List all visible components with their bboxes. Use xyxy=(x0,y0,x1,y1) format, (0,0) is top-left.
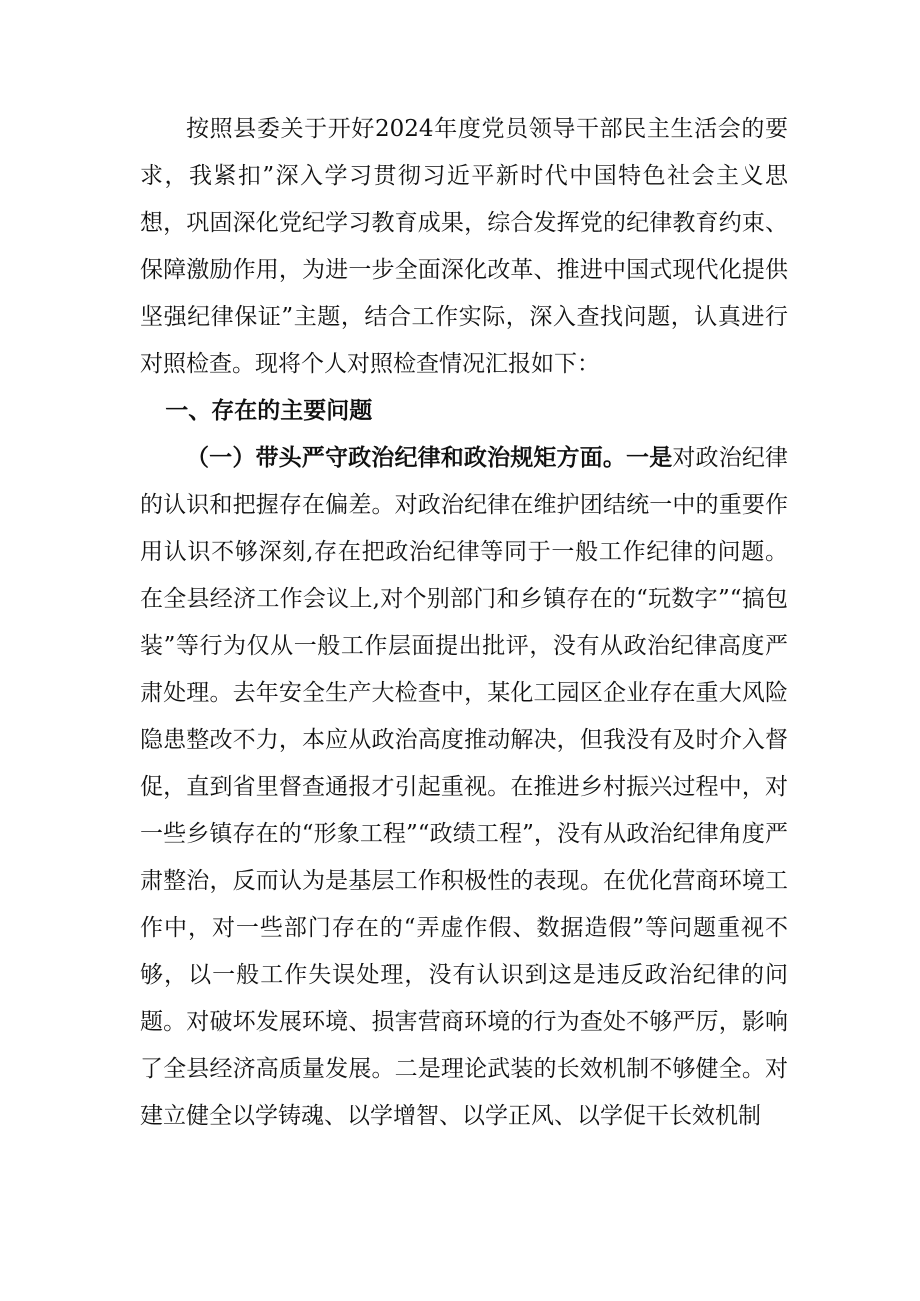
intro-paragraph: 按照县委关于开好2024年度党员领导干部民主生活会的要求，我紧扣”深入学习贯彻习近平新时代中国特色社会主义思想，巩固深化党纪学习教育成果，综合发挥党的纪律教育约束、保障激励作用，为进一步全面深化改革、推进中国式现代化提供坚强纪律保证”主题，结合工作实际，深入查找问题，认真进行对照检查。现将个人对照检查情况汇报如下： xyxy=(140,116,788,377)
subsection-body: 对政治纪律的认识和把握存在偏差。对政治纪律在维护团结统一中的重要作用认识不够深刻,存在把政治纪律等同于一般工作纪律的问题。在全县经济工作会议上,对个别部门和乡镇存在的“玩数字”“搞包装”等行为仅从一般工作层面提出批评，没有从政治纪律高度严肃处理。去年安全生产大检查中，某化工园区企业存在重大风险隐患整改不力，本应从政治高度推动解决，但我没有及时介入督促，直到省里督查通报才引起重视。在推进乡村振兴过程中，对一些乡镇存在的“形象工程”“政绩工程”，没有从政治纪律角度严肃整治，反而认为是基层工作积极性的表现。在优化营商环境工作中，对一些部门存在的“弄虚作假、数据造假”等问题重视不够，以一般工作失误处理，没有认识到这是违反政治纪律的问题。对破坏发展环境、损害营商环境的行为查处不够严厉，影响了全县经济高质量发展。二是理论武装的长效机制不够健全。对建立健全以学铸魂、以学增智、以学正风、以学促干长效机制 xyxy=(140,445,789,1129)
subsection-title: （一）带头严守政治纪律和政治规矩方面。 xyxy=(186,445,627,471)
subsection-lead: 一是 xyxy=(626,445,673,471)
section-heading: 一、存在的主要问题 xyxy=(165,398,373,424)
subsection-paragraph xyxy=(140,435,788,1140)
document-body xyxy=(140,106,788,1140)
